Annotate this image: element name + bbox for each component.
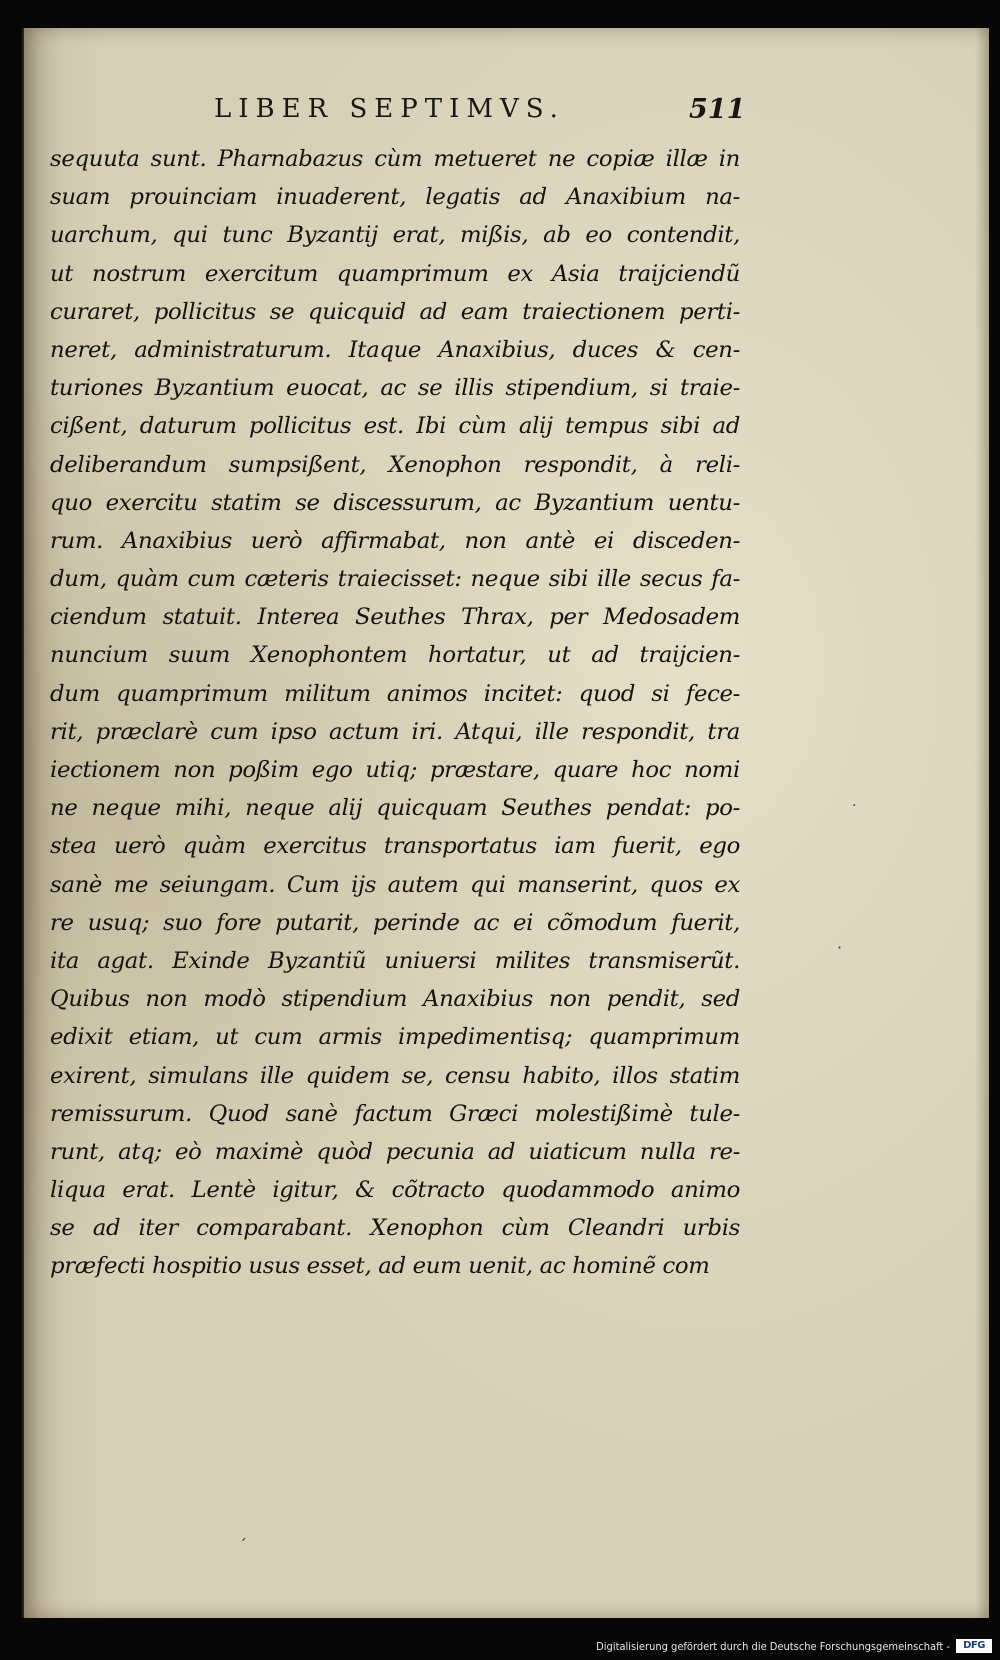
text-line: iectionem non poßim ego utiq; præstare, quare hoc nomi xyxy=(50,757,740,783)
text-line: ut nostrum exercitum quamprimum ex Asia traijciendũ xyxy=(50,260,740,287)
text-line: Quibus non modò stipendium Anaxibius non pendit, sed xyxy=(50,986,740,1013)
stray-mark: ˊ xyxy=(239,1536,247,1555)
stray-mark: · xyxy=(852,798,857,814)
text-line: cißent, daturum pollicitus est. Ibi cùm alij tempus sibi ad xyxy=(50,413,740,440)
text-line: turiones Byzantium euocat, ac se illis stipendium, si traie- xyxy=(50,375,740,402)
text-line: neret, administraturum. Itaque Anaxibius, duces & cen- xyxy=(50,336,740,363)
text-line: ciendum statuit. Interea Seuthes Thrax, per Medosadem xyxy=(50,604,740,631)
text-line: deliberandum sumpsißent, Xenophon respondit, à reli- xyxy=(50,451,740,478)
text-line: curaret, pollicitus se quicquid ad eam traiectionem perti- xyxy=(50,298,740,325)
text-line: dum, quàm cum cæteris traiecisset: neque sibi ille secus fa- xyxy=(50,566,740,593)
text-line: ne neque mihi, neque alij quicquam Seuthes pendat: po- xyxy=(50,795,740,822)
text-line: præfecti hospitio usus esset, ad eum uenit, ac hominẽ com xyxy=(50,1253,710,1280)
text-line: re usuq; suo fore putarit, perinde ac ei cõmodum fuerit, xyxy=(50,909,740,936)
text-line: rit, præclarè cum ipso actum iri. Atqui, ille respondit, tra xyxy=(50,718,740,745)
text-line: stea uerò quàm exercitus transportatus iam fuerit, ego xyxy=(50,833,740,860)
text-line: remissurum. Quod sanè factum Græci molestißimè tule- xyxy=(50,1100,740,1127)
page-number: 511 xyxy=(689,94,746,125)
text-line: edixit etiam, ut cum armis impedimentisq; quamprimum xyxy=(50,1024,740,1051)
text-line: exirent, simulans ille quidem se, censu habito, illos statim xyxy=(50,1062,740,1089)
text-line: suam prouinciam inuaderent, legatis ad Anaxibium na- xyxy=(50,184,740,211)
text-line: runt, atq; eò maximè quòd pecunia ad uiaticum nulla re- xyxy=(50,1138,740,1165)
footer-credit: Digitalisierung gefördert durch die Deutsche Forschungsgemeinschaft - xyxy=(596,1640,950,1653)
book-page xyxy=(22,28,989,1618)
text-line: sanè me seiungam. Cum ijs autem qui manserint, quos ex xyxy=(50,871,740,898)
text-line: quo exercitu statim se discessurum, ac Byzantium uentu- xyxy=(50,489,740,516)
stray-mark: · xyxy=(837,938,843,957)
text-line: liqua erat. Lentè igitur, & cõtracto quodammodo animo xyxy=(50,1177,740,1204)
dfg-logo: DFG xyxy=(956,1639,992,1653)
text-line: rum. Anaxibius uerò affirmabat, non antè ei disceden- xyxy=(50,527,740,554)
page-edge-shadow xyxy=(975,28,989,1618)
digitization-footer xyxy=(0,1636,1000,1660)
text-line: nuncium suum Xenophontem hortatur, ut ad traijcien- xyxy=(50,642,740,669)
text-line: uarchum, qui tunc Byzantij erat, mißis, ab eo contendit, xyxy=(50,222,740,249)
running-head: LIBER SEPTIMVS. xyxy=(214,94,565,124)
body-text xyxy=(50,140,740,1286)
text-line: dum quamprimum militum animos incitet: quod si fece- xyxy=(50,680,740,707)
text-line: se ad iter comparabant. Xenophon cùm Cleandri urbis xyxy=(50,1215,740,1242)
text-line: ita agat. Exinde Byzantiũ uniuersi milites transmiserũt. xyxy=(50,947,740,974)
text-line: sequuta sunt. Pharnabazus cùm metueret ne copiæ illæ in xyxy=(50,146,740,172)
